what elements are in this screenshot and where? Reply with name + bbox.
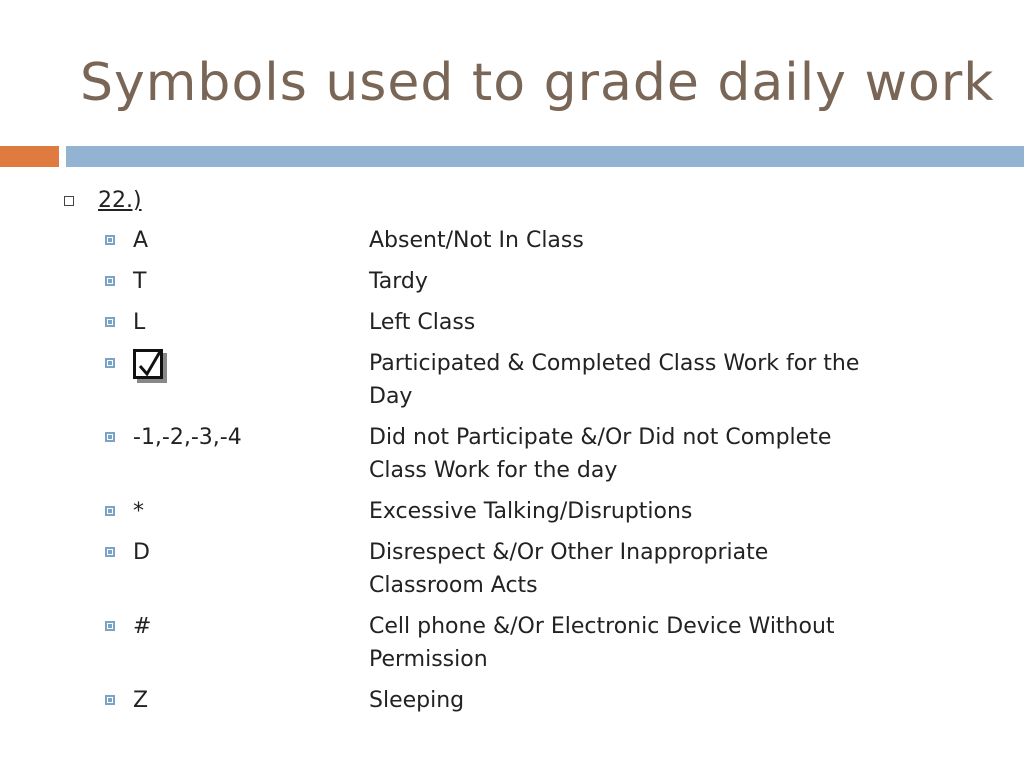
description: Tardy — [369, 269, 428, 294]
symbol-list — [105, 224, 985, 725]
square-bullet-icon — [105, 358, 115, 368]
symbol — [133, 347, 369, 389]
symbol: L — [133, 310, 146, 335]
description: Absent/Not In Class — [369, 228, 584, 253]
list-item — [105, 421, 985, 487]
list-item — [105, 610, 985, 676]
square-bullet-icon — [105, 317, 115, 327]
description: Did not Participate &/Or Did not Complete Class Work for the day — [369, 425, 832, 483]
symbol: * — [133, 499, 144, 524]
list-item — [105, 536, 985, 602]
list-item — [105, 495, 985, 528]
symbol: -1,-2,-3,-4 — [133, 425, 242, 450]
description: Sleeping — [369, 688, 465, 713]
square-bullet-icon — [105, 621, 115, 631]
square-bullet-icon — [105, 235, 115, 245]
list-heading-row — [64, 188, 142, 213]
symbol: T — [133, 269, 147, 294]
hollow-square-bullet-icon — [64, 196, 74, 206]
square-bullet-icon — [105, 276, 115, 286]
list-item — [105, 347, 985, 413]
description: Left Class — [369, 310, 476, 335]
list-item — [105, 224, 985, 257]
header-bar — [66, 146, 1024, 167]
description: Cell phone &/Or Electronic Device Without Permission — [369, 614, 835, 672]
accent-bar — [0, 146, 59, 167]
description: Excessive Talking/Disruptions — [369, 499, 693, 524]
symbol: # — [133, 614, 152, 639]
description: Participated & Completed Class Work for the Day — [369, 351, 860, 409]
symbol: Z — [133, 688, 149, 713]
square-bullet-icon — [105, 695, 115, 705]
list-item — [105, 684, 985, 717]
symbol: A — [133, 228, 149, 253]
symbol: D — [133, 540, 150, 565]
list-item — [105, 265, 985, 298]
checkmark-box-icon — [133, 349, 163, 379]
list-heading: 22.) — [98, 188, 142, 213]
description: Disrespect &/Or Other Inappropriate Classroom Acts — [369, 540, 769, 598]
square-bullet-icon — [105, 547, 115, 557]
square-bullet-icon — [105, 432, 115, 442]
slide-title: Symbols used to grade daily work — [80, 53, 995, 113]
list-item — [105, 306, 985, 339]
square-bullet-icon — [105, 506, 115, 516]
